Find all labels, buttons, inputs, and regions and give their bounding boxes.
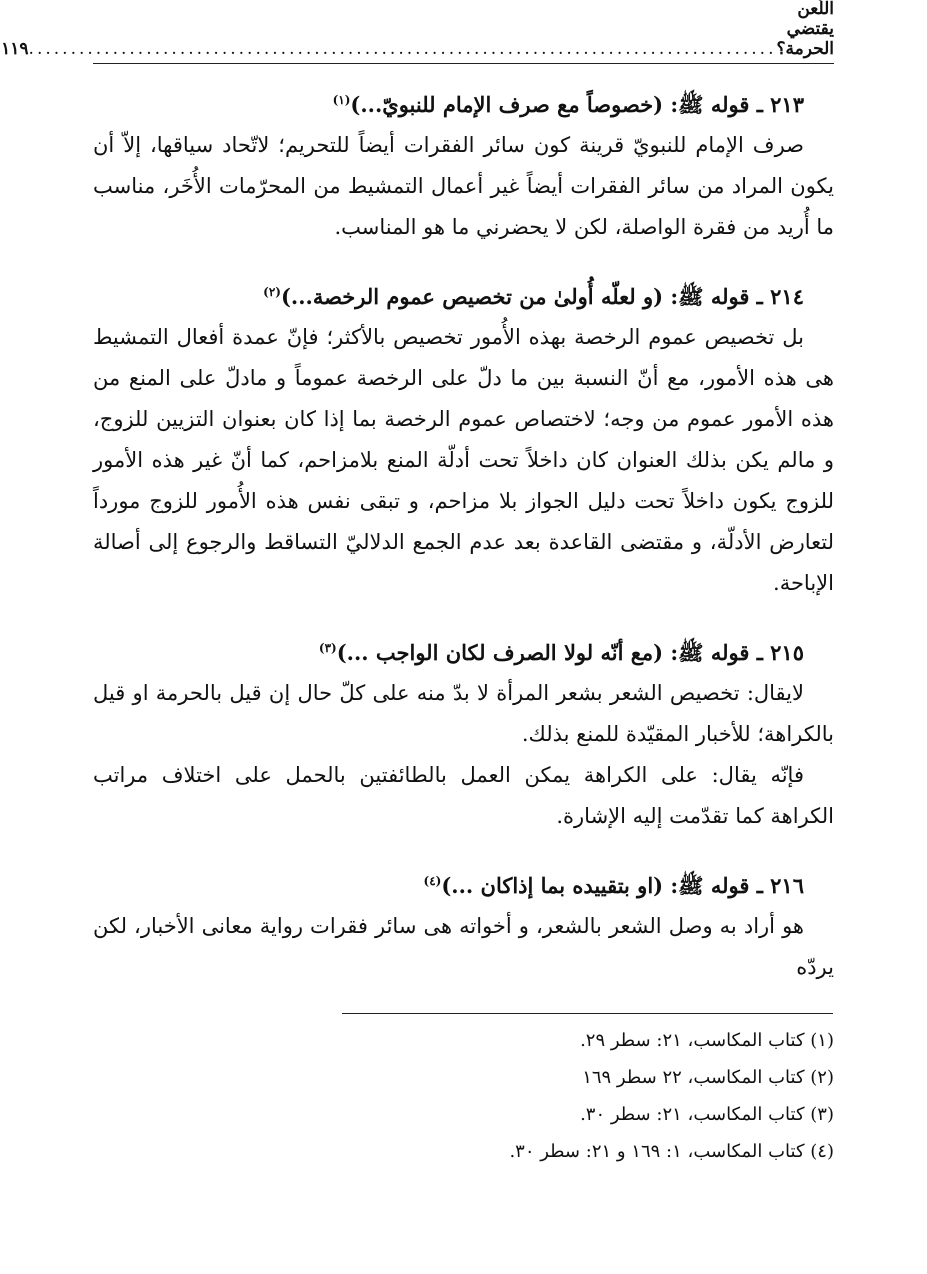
paragraph: فإنّه يقال: على الكراهة يمكن العمل بالطائفتين بالحمل على اختلاف مراتب الكراهة كما تقدّمت إليه الإشارة. [93, 763, 834, 828]
section-213 [93, 80, 834, 248]
section-215 [93, 628, 834, 837]
footnote-divider [342, 1013, 833, 1014]
footnote-ref: (١) [332, 93, 351, 107]
footnote-item: (٤) كتاب المكاسب، ١: ١٦٩ و ٢١: سطر ٣٠. [509, 1141, 834, 1162]
section-heading: ٢١٦ ـ قوله ﷺ: (او بتقييده بما إذاكان ...)$^{(٤)}$ [423, 873, 804, 898]
footnotes [234, 1022, 834, 1170]
section-216 [93, 861, 834, 988]
section-heading: ٢١٣ ـ قوله ﷺ: (خصوصاً مع صرف الإمام للنبويّ...)$^{(١)}$ [332, 92, 804, 117]
section-214 [93, 272, 834, 604]
footnote-item: (٢) كتاب المكاسب، ٢٢ سطر ١٦٩ [582, 1067, 834, 1088]
footnote-ref: (٣) [318, 641, 337, 655]
section-heading: ٢١٤ ـ قوله ﷺ: (و لعلّه أُولىٰ من تخصيص عموم الرخصة...)$^{(٢)}$ [263, 284, 804, 309]
paragraph: صرف الإمام للنبويّ قرينة كون سائر الفقرات أيضاً للتحريم؛ لاتّحاد سياقها، إلاّ أن يكون المراد من سائر الفقرات أيضاً غير أعمال التمشيط من المحرّمات الأُخَر، مناسب ما أُريد من فقرة الواصلة، لكن لا يحضرني ما هو المناسب. [93, 133, 834, 239]
footnote-item: (١) كتاب المكاسب، ٢١: سطر ٢٩. [580, 1030, 834, 1051]
footnote-item: (٣) كتاب المكاسب، ٢١: سطر ٣٠. [580, 1104, 834, 1125]
paragraph: لايقال: تخصيص الشعر بشعر المرأة لا بدّ منه على كلّ حال إن قيل بالحرمة او قيل بالكراهة؛ للأخبار المقيّدة للمنع بذلك. [93, 681, 834, 746]
footnote-ref: (٤) [423, 874, 442, 888]
footnote-ref: (٢) [263, 285, 281, 299]
leader-dots: ......................................................................................... [28, 39, 777, 59]
running-title: اللّعن يقتضي الحرمة؟ [776, 0, 834, 59]
paragraph: بل تخصيص عموم الرخصة بهذه الأُمور تخصيص بالأكثر؛ فإنّ عمدة أفعال التمشيط هى هذه الأمور، مع أنّ النسبة بين ما دلّ على الرخصة عموماً و مادلّ على المنع من هذه الأمور عموم من وجه؛ لاختصاص عموم الرخصة بما إذا كان بعنوان التزيين للزوج، و مالم يكن بذلك العنوان كان داخلاً تحت أدلّة المنع بلامزاحم، كما أنّ غير هذه الأمور للزوج يكون داخلاً تحت دليل الجواز بلا مزاحم، و تبقى نفس هذه الأُمور للزوج مورداً لتعارض الأدلّة، و مقتضى القاعدة بعد عدم الجمع الدلاليّ التساقط والرجوع إلى أصالة الإباحة. [93, 325, 834, 595]
section-heading: ٢١٥ ـ قوله ﷺ: (مع أنّه لولا الصرف لكان الواجب ...)$^{(٣)}$ [318, 640, 804, 665]
main-text [93, 80, 834, 1012]
paragraph: هو أراد به وصل الشعر بالشعر، و أخواته هى سائر فقرات رواية معانى الأخبار، لكن يردّه [93, 914, 834, 979]
page-number: ١١٩ [1, 39, 29, 59]
running-header [1, 0, 834, 64]
